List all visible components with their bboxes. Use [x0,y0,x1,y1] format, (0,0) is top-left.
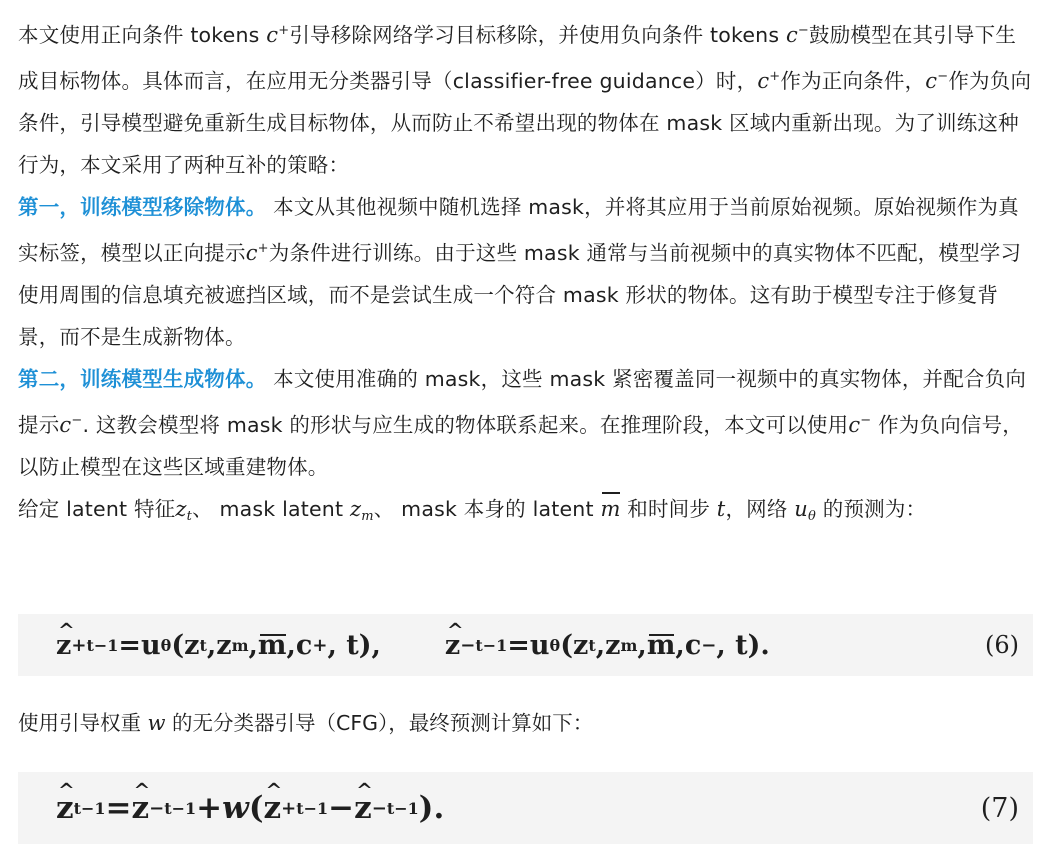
text-span: 、 mask 本身的 latent [373,497,601,521]
z-hat-plus: ^ z [56,630,71,661]
z-t-symbol: $z_t$ [175,497,193,524]
equation-7-number: (7) [980,792,1019,824]
z-hat-minus: ^ z [354,790,372,826]
equation-7-block [18,772,1033,844]
m-bar-symbol: m [600,488,620,530]
equation-6-block [18,614,1033,676]
text-span: 、 mask latent [192,497,350,521]
text-span: 引导移除网络学习目标移除，并使用负向条件 tokens [289,23,786,47]
text-span: 为条件进行训练。由于这些 mask 通常与当前视频中的真实物体不匹配，模型学习使用周围的信息填充被遮挡区域，而不是尝试生成一个符合 mask 形状的物体。这有助于模型专注于修复背景，而不是生成新物体。 [18,241,1022,349]
paragraph-strategy-removal [18,186,1033,358]
text-span: 本文使用正向条件 tokens [18,23,267,47]
c-plus-symbol: c+ [245,241,269,265]
text-span: 和时间步 [620,497,717,521]
equation-6-expression: ^ z + t−1 = u θ ( z t , z m , m , c + , t), ^ z − t−1 = u θ ( z t , z m , m , c − , t). [56,614,770,676]
c-minus-symbol: c− [848,413,872,437]
z-hat-plus: ^ z [264,790,282,826]
text-span: 使用引导权重 [18,711,148,735]
z-hat-minus: ^ z [132,790,150,826]
text-span: 本文从其他视频中随机选择 mask，并将其应用于当前原始视频。原始视频作为真实标签，模型以正向提示 [18,195,1019,265]
text-span: . 这教会模型将 mask 的形状与应生成的物体联系起来。在推理阶段，本文可以使用 [82,413,849,437]
t-symbol: t [716,497,726,521]
c-plus-symbol: c+ [266,23,290,47]
text-span: 本文使用准确的 mask，这些 mask 紧密覆盖同一视频中的真实物体，并配合负向提示 [18,367,1027,437]
c-minus-symbol: c− [925,69,949,93]
text-span: 的无分类器引导（CFG），最终预测计算如下： [165,711,594,735]
strategy-heading-removal: 第一，训练模型移除物体。 [18,195,267,219]
paragraph-prediction-intro [18,488,1033,538]
c-plus-symbol: c+ [757,69,781,93]
w-symbol: w [147,711,166,735]
text-span: 作为正向条件， [780,69,926,93]
paragraph-conditioning-tokens [18,10,1033,186]
article-body [18,10,1033,538]
paragraph-strategy-generation [18,358,1033,488]
c-minus-symbol: c− [59,413,83,437]
text-span: 鼓励模型在其引导下生成目标物体。具体而言，在应用无分类器引导（classifier-free guidance）时， [18,23,1017,93]
c-minus-symbol: c− [785,23,810,47]
strategy-heading-generation: 第二，训练模型生成物体。 [18,367,267,391]
z-hat-minus: ^ z [445,630,460,661]
z-m-symbol: $z_m$ [349,497,374,524]
equation-6-number: (6) [985,631,1019,659]
u-theta-symbol: $u_\theta$ [794,497,817,524]
z-hat: ^ z [56,790,74,826]
paragraph-cfg-intro [18,702,593,744]
text-span: 作为负向条件，引导模型避免重新生成目标物体，从而防止不希望出现的物体在 mask 区域内重新出现。为了训练这种行为，本文采用了两种互补的策略： [18,69,1032,177]
text-span: 给定 latent 特征 [18,497,176,521]
text-span: ，网络 [725,497,795,521]
text-span: 作为负向信号，以防止模型在这些区域重建物体。 [18,413,1024,479]
text-span: 的预测为： [816,497,927,521]
equation-7-expression: ^ z t−1 = ^ z − t−1 + w ( ^ z + t−1 − ^ z − t−1 ). [56,772,444,844]
